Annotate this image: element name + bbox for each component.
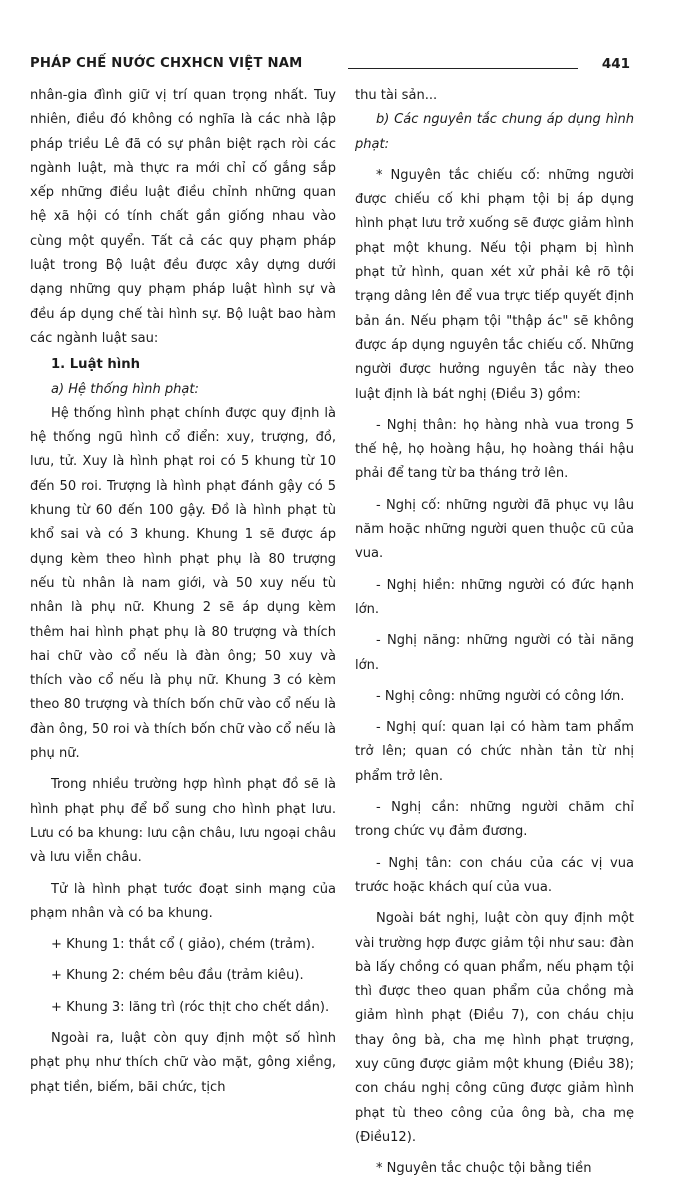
running-title: PHÁP CHẾ NƯỚC CHXHCN VIỆT NAM bbox=[30, 56, 303, 71]
list-item: - Nghị tân: con cháu của các vị vua trước hoặc khách quí của vua. bbox=[355, 855, 634, 895]
subsection-heading: a) Hệ thống hình phạt: bbox=[51, 381, 199, 397]
paragraph: Trong nhiều trường hợp hình phạt đồ sẽ là hình phạt phụ để bổ sung cho hình phạt lưu. Lưu có ba khung: lưu cận châu, lưu ngoại châu và lưu viễn châu. bbox=[30, 777, 336, 866]
paragraph: * Nguyên tắc chuộc tội bằng tiền bbox=[376, 1161, 592, 1177]
paragraph: nhân-gia đình giữ vị trí quan trọng nhất. Tuy nhiên, điều đó không có nghĩa là các nhà lập pháp triều Lê đã có sự phân biệt rạch ròi các ngành luật, mà thực ra mới chỉ cố gắng sắp xếp những điều luật điều chỉnh những quan hệ xã hội có tính chất gần giống nhau vào cùng một quyển. Tất cả các quy phạm pháp luật trong Bộ luật đều được xây dựng dưới dạng những quy phạm pháp luật hình sự và đều áp dụng chế tài hình sự. Bộ luật bao hàm các ngành luật sau: bbox=[30, 88, 336, 346]
list-item: + Khung 2: chém bêu đầu (trảm kiêu). bbox=[51, 968, 304, 984]
list-item: - Nghị cố: những người đã phục vụ lâu năm hoặc những người quen thuộc cũ của vua. bbox=[355, 497, 634, 562]
list-item: - Nghị năng: những người có tài năng lớn. bbox=[355, 633, 634, 673]
list-item: - Nghị hiền: những người có đức hạnh lớn. bbox=[355, 577, 634, 617]
page-number: 441 bbox=[601, 56, 630, 72]
paragraph: Hệ thống hình phạt chính được quy định là hệ thống ngũ hình cổ điển: xuy, trượng, đồ, lưu, tử. Xuy là hình phạt roi có 5 khung từ 10 đến 50 roi. Trượng là hình phạt đánh gậy có 5 khung từ 60 đến 100 gậy. Đồ là hình phạt tù khổ sai và có 3 khung. Khung 1 sẽ được áp dụng kèm theo hình phạt phụ là 80 trượng nếu tù nhân là nam giới, và 50 xuy nếu tù nhân là phụ nữ. Khung 2 sẽ áp dụng kèm thêm hai hình phạt phụ là 80 trượng và thích hai chữ vào cổ nếu là đàn ông; 50 xuy và thích vào cổ nếu là phụ nữ. Khung 3 có kèm theo 80 trượng và thích bốn chữ vào cổ nếu là đàn ông, 50 roi và thích bốn chữ vào cổ nếu là phụ nữ. bbox=[30, 405, 336, 762]
right-column bbox=[355, 84, 634, 1181]
paragraph: thu tài sản... bbox=[355, 88, 438, 103]
list-item: - Nghị cần: những người chăm chỉ trong chức vụ đảm đương. bbox=[355, 800, 634, 840]
paragraph: Ngoài bát nghị, luật còn quy định một vài trường hợp được giảm tội như sau: đàn bà lấy chồng có quan phẩm, nếu phạm tội thì được theo quan phẩm của chồng mà giảm hình phạt (Điều 7), con cháu chịu thay ông bà, cha mẹ hình phạt trượng, xuy cũng được giảm một khung (Điều 38); con cháu nghị công cũng được giảm hình phạt tù theo công của ông bà, cha mẹ (Điều12). bbox=[355, 911, 634, 1145]
list-item: - Nghị công: những người có công lớn. bbox=[376, 688, 625, 704]
list-item: - Nghị thân: họ hàng nhà vua trong 5 thế hệ, họ hoàng hậu, họ hoàng thái hậu phải để tang từ ba tháng trở lên. bbox=[355, 417, 634, 482]
left-column bbox=[30, 84, 336, 1100]
page-header bbox=[30, 56, 630, 80]
subsection-heading: b) Các nguyên tắc chung áp dụng hình phạt: bbox=[355, 112, 634, 152]
paragraph: * Nguyên tắc chiếu cố: những người được chiếu cố khi phạm tội bị áp dụng hình phạt lưu trở xuống sẽ được giảm hình phạt một khung. Nếu tội phạm bị hình phạt tử hình, quan xét xử phải kê rõ tội trạng dâng lên để vua trực tiếp quyết định bản án. Nếu phạm tội "thập ác" sẽ không được áp dụng nguyên tắc chiếu cố. Những người được hưởng nguyên tắc này theo luật định là bát nghị (Điều 3) gồm: bbox=[355, 167, 634, 402]
list-item: + Khung 3: lăng trì (róc thịt cho chết dần). bbox=[51, 999, 330, 1015]
paragraph: Tử là hình phạt tước đoạt sinh mạng của phạm nhân và có ba khung. bbox=[30, 881, 336, 921]
list-item: - Nghị quí: quan lại có hàm tam phẩm trở lên; quan có chức nhàn tản từ nhị phẩm trở lên. bbox=[355, 720, 634, 784]
section-heading: 1. Luật hình bbox=[51, 357, 141, 373]
paragraph: Ngoài ra, luật còn quy định một số hình phạt phụ như thích chữ vào mặt, gông xiềng, phạt tiền, biếm, bãi chức, tịch bbox=[30, 1030, 336, 1095]
list-item: + Khung 1: thắt cổ ( giảo), chém (trảm). bbox=[51, 937, 316, 953]
header-rule bbox=[348, 68, 578, 69]
